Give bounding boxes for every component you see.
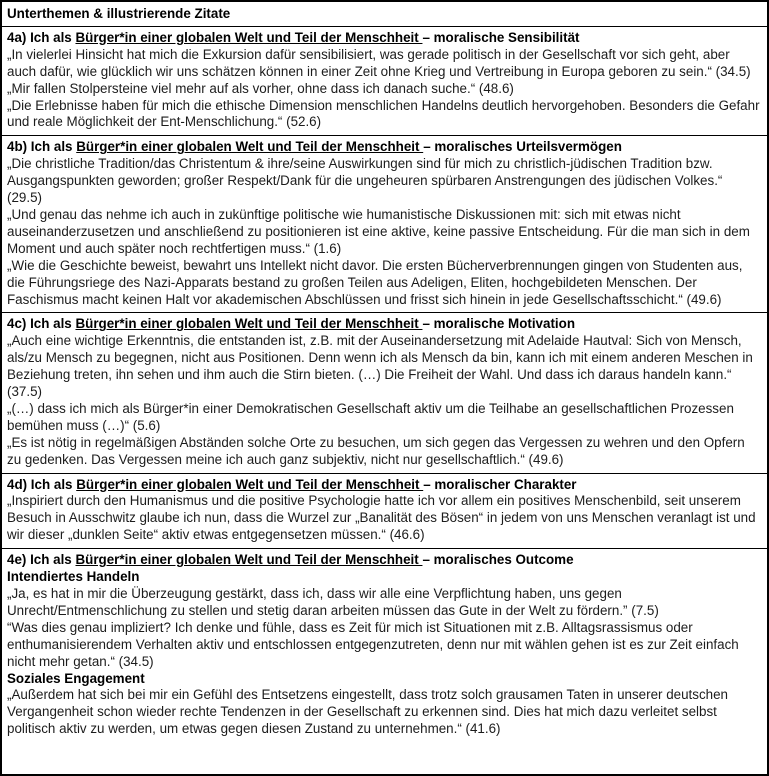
heading-suffix: – moralischer Charakter	[423, 476, 577, 492]
heading-suffix: – moralische Motivation	[422, 316, 575, 332]
section-4e	[2, 548, 767, 742]
quote: “Was dies genau impliziert? Ich denke und fühle, dass es Zeit für mich ist Situationen mit z.B. Alltagsrassismus oder enthumanisierendem Verhalten aktiv und entschlossen entgegenzutreten, denn nur mit wählen gehen ist es zur Zeit einfach nicht mehr getan.“ (34.5)	[7, 619, 739, 669]
heading-suffix: – moralisches Urteilsvermögen	[423, 139, 622, 155]
heading-prefix: 4c) Ich als	[7, 316, 76, 332]
section-4b-heading	[7, 139, 761, 156]
table-header-title: Unterthemen & illustrierende Zitate	[7, 6, 231, 21]
section-4e-heading	[7, 552, 761, 569]
heading-underlined-phrase: Bürger*in einer globalen Welt und Teil der Menschheit	[75, 552, 423, 568]
quote: „Die christliche Tradition/das Christentum & ihre/seine Auswirkungen sind für mich zu christlich-jüdischen Tradition bzw. Ausgangspunkten geworden; großer Respekt/Dank für die ungeheuren spürbaren Anstrengungen des jüdischen Volkes.“ (29.5)	[7, 156, 723, 206]
section-4a-heading	[7, 30, 761, 47]
quote: „Wie die Geschichte beweist, bewahrt uns Intellekt nicht davor. Die ersten Bücherverbrennungen gingen von Studenten aus, die Führungsriege des Nazi-Apparats bestand zu großen Teilen aus Adeligen, Eliten, hochgebildeten Menschen. Der Faschismus macht keinen Halt vor akademischen Abschlüssen und frisst sich hinein in jede Gesellschaftsschicht.“ (49.6)	[7, 257, 743, 307]
quote: „In vielerlei Hinsicht hat mich die Exkursion dafür sensibilisiert, was gerade politisch in der Gesellschaft vor sich geht, aber auch dafür, wie glücklich wir uns schätzen können in einer Zeit ohne Krieg und Vertreibung in Europa geboren zu sein.“ (34.5)	[7, 46, 751, 79]
heading-prefix: 4e) Ich als	[7, 552, 76, 568]
section-4d-heading	[7, 477, 761, 494]
quote: „Es ist nötig in regelmäßigen Abständen solche Orte zu besuchen, um sich gegen das Vergessen zu wehren und den Opfern zu gedenken. Das Vergessen meine ich auch ganz subjektiv, nicht nur gesellschaftlich.“ (49.6)	[7, 434, 745, 467]
quote: „Mir fallen Stolpersteine viel mehr auf als vorher, ohne dass ich danach suche.“ (48.6)	[7, 80, 514, 96]
heading-suffix: – moralische Sensibilität	[422, 29, 580, 45]
heading-prefix: 4b) Ich als	[7, 139, 77, 155]
section-4b	[2, 135, 767, 312]
heading-underlined-phrase: Bürger*in einer globalen Welt und Teil der Menschheit	[75, 316, 423, 332]
heading-suffix: – moralisches Outcome	[422, 552, 574, 568]
quote: „Auch eine wichtige Erkenntnis, die entstanden ist, z.B. mit der Auseinandersetzung mit Adelaide Hautval: Sich von Mensch, als/zu Mensch zu begegnen, nicht aus Positionen. Denn wenn ich als Mensch da bin, kann ich mit einem anderen Meschen in Beziehung treten, ihn sehen und ihm auch die Stirn bieten. (…) Die Freiheit der Wahl. Und dass ich daraus handeln kann.“ (37.5)	[7, 333, 753, 400]
heading-underlined-phrase: Bürger*in einer globalen Welt und Teil der Menschheit	[75, 29, 423, 45]
section-4c-heading	[7, 316, 761, 333]
quote: „Und genau das nehme ich auch in zukünftige politische wie humanistische Diskussionen mit: sich mit etwas nicht auseinanderzusetzen und anschließend zu positionieren ist eine aktive, keine passive Entscheidung. Für die man sich in dem Moment und auch später noch rechtfertigen muss.“ (1.6)	[7, 206, 750, 256]
heading-underlined-phrase: Bürger*in einer globalen Welt und Teil der Menschheit	[76, 139, 424, 155]
section-4c	[2, 312, 767, 472]
heading-underlined-phrase: Bürger*in einer globalen Welt und Teil der Menschheit	[76, 476, 424, 492]
quote: „(…) dass ich mich als Bürger*in einer Demokratischen Gesellschaft aktiv um die Teilhabe an gesellschaftlichen Prozessen bemühen muss (…)“ (5.6)	[7, 400, 734, 433]
quote: „Ja, es hat in mir die Überzeugung gestärkt, dass ich, dass wir alle eine Verpflichtung haben, uns gegen Unrecht/Entmenschlichung zu stellen und stetig daran arbeiten müssen das Gute in der Welt zu fördern.” (7.5)	[7, 586, 659, 618]
heading-prefix: 4a) Ich als	[7, 29, 76, 45]
quote: „Außerdem hat sich bei mir ein Gefühl des Entsetzens eingestellt, dass trotz solch grausamen Taten in unserer deutschen Vergangenheit schon wieder rechte Tendenzen in der Gesellschaft zu erkennen sind. Dies hat mich dazu verleitet selbst politisch aktiv zu werden, um etwas gegen diesen Zustand zu unternehmen.“ (41.6)	[7, 687, 728, 737]
heading-prefix: 4d) Ich als	[7, 476, 77, 492]
quote: „Inspiriert durch den Humanismus und die positive Psychologie hatte ich vor allem ein positives Menschenbild, seit unserem Besuch in Ausschwitz glaube ich nun, dass die Wurzel zur „Banalität des Bösen“ in jedem von uns Menschen veranlagt ist und wir dieser „dunklen Seite“ aktiv etwas entgegensetzen müssen.“ (46.6)	[7, 493, 756, 543]
quote: „Die Erlebnisse haben für mich die ethische Dimension menschlichen Handelns deutlich hervorgehoben. Besonders die Gefahr und reale Möglichkeit der Ent-Menschlichung.“ (52.6)	[7, 97, 760, 130]
table-header	[2, 2, 767, 26]
subheading-intendiertes-handeln: Intendiertes Handeln	[7, 569, 140, 585]
subheading-soziales-engagement: Soziales Engagement	[7, 670, 145, 686]
section-4a	[2, 26, 767, 135]
section-4d	[2, 473, 767, 549]
